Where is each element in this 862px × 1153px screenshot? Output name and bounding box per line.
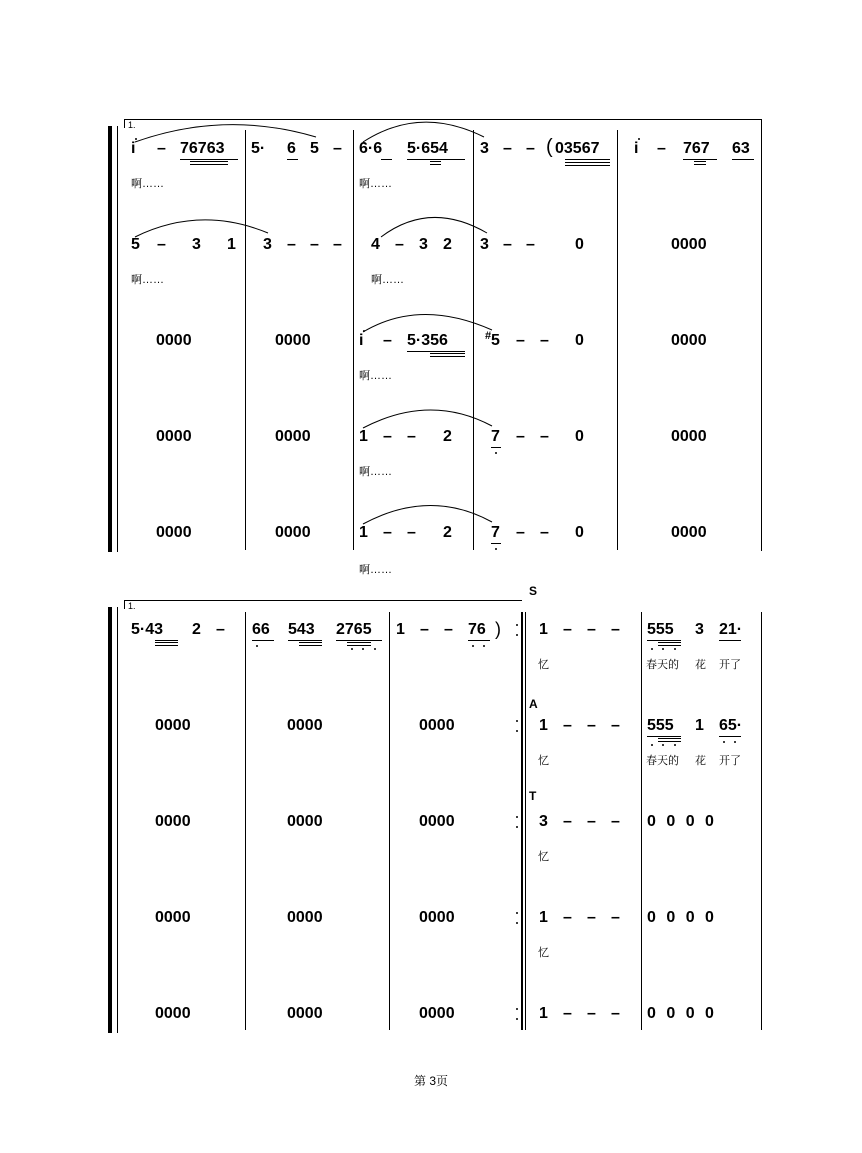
- volta-line: [124, 600, 522, 601]
- part-label-tenor: T: [529, 789, 537, 803]
- part-label-soprano: S: [529, 584, 538, 598]
- voice-row-1: i – 76763 5· 6 5 – 6·6 5·654 3 – – ( 03567 i – 767 63 啊…… 啊……: [0, 140, 862, 180]
- voice-row-3: 0000 0000 0000 3 – – – 0 0 0 0 忆: [155, 813, 714, 863]
- volta-mark: 1.: [128, 120, 136, 130]
- voice-row-3: 0000 0000 i – 5·356 # 5 – – 0 0000 啊……: [156, 330, 707, 382]
- voice-row-2: 5 – 3 1 3 – – – 4 – 3 2 3 – – 0 0000 啊…… 啊……: [131, 236, 707, 286]
- volta-mark: 1.: [128, 601, 136, 611]
- page-number: 第 3页: [413, 1074, 448, 1088]
- voice-row-4: 0000 0000 0000 1 – – – 0 0 0 0 忆: [155, 909, 714, 959]
- voice-row-2: 0000 0000 0000 1 – – – 555 1 65· 忆 春天的 花 开了: [155, 717, 743, 767]
- volta-line: [124, 119, 762, 120]
- voice-row-1: 5·43 2 – 66 543 2765 1 – – 76 ) 1 – – – 555 3 21· 忆 春天的 花 开了: [131, 619, 743, 671]
- part-label-alto: A: [529, 697, 538, 711]
- voice-row-5: 0000 0000 1 – – 2 7 – – 0 0000 啊……: [156, 524, 707, 576]
- voice-row-5: 0000 0000 0000 1 – – – 0 0 0 0: [155, 1005, 714, 1022]
- voice-row-4: 0000 0000 1 – – 2 7 – – 0 0000 啊……: [156, 428, 707, 478]
